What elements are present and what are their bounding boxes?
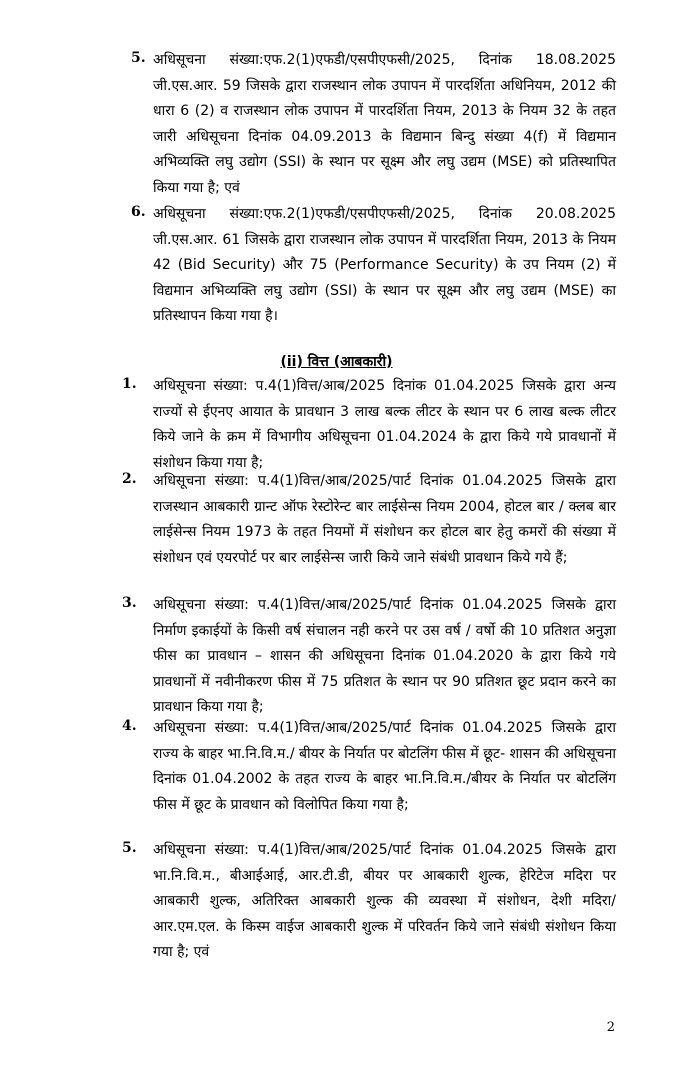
item-number: 5. xyxy=(122,840,137,856)
item-text: अधिसूचना संख्या:एफ.2(1)एफडी/एसपीएफसी/2025, दिनांक 20.08.2025 जी.एस.आर. 61 जिसके द्वारा राजस्थान लोक उपापन में पारदर्शिता नियम, 2013 के नियम 42 (Bid Security) और 75 (Performance Security) के उप नियम (2) में विद्यमान अभिव्यक्ति लघु उद्योग (SSI) के स्थान पर सूक्ष्म और लघु उद्यम (MSE) का प्रतिस्थापन किया गया है। xyxy=(153,206,616,324)
section-heading: (ii) वित्त (आबकारी) xyxy=(280,354,393,370)
item-text: अधिसूचना संख्या: प.4(1)वित्त/आब/2025/पार्ट दिनांक 01.04.2025 जिसके द्वारा भा.नि.वि.म., बीआईआई, आर.टी.डी, बीयर पर आबकारी शुल्क, हेरिटेज मदिरा पर आबकारी शुल्क, अतिरिक्त आबकारी शुल्क की व्यवस्था में संशोधन, देशी मदिरा/आर.एम.एल. के किस्म वाईज आबकारी शुल्क में परिवर्तन किये जाने संबंधी संशोधन किया गया है; एवं xyxy=(153,842,616,960)
item-number: 2. xyxy=(122,471,137,487)
item-text: अधिसूचना संख्या:एफ.2(1)एफडी/एसपीएफसी/2025, दिनांक 18.08.2025 जी.एस.आर. 59 जिसके द्वारा राजस्थान लोक उपापन में पारदर्शिता अधिनियम, 2012 की धारा 6 (2) व राजस्थान लोक उपापन में पारदर्शिता नियम, 2013 के नियम 32 के तहत जारी अधिसूचना दिनांक 04.09.2013 के विद्यमान बिन्दु संख्या 4(f) में विद्यमान अभिव्यक्ति लघु उद्योग (SSI) के स्थान पर सूक्ष्म और लघु उद्यम (MSE) को प्रतिस्थापित किया गया है; एवं xyxy=(153,52,616,196)
item-number: 6. xyxy=(131,204,146,220)
item-number: 3. xyxy=(122,595,137,611)
item-text: अधिसूचना संख्या: प.4(1)वित्त/आब/2025/पार्ट दिनांक 01.04.2025 जिसके द्वारा निर्माण इकाईयों के किसी वर्ष संचालन नही करने पर उस वर्ष / वर्षो की 10 प्रतिशत अनुज्ञा फीस का प्रावधान – शासन की अधिसूचना दिनांक 01.04.2020 के द्वारा किये गये प्रावधानों में नवीनीकरण फीस में 75 प्रतिशत के स्थान पर 90 प्रतिशत छूट प्रदान करने का प्रावधान किया गया है; xyxy=(153,597,616,715)
item-number: 4. xyxy=(122,718,137,734)
item-text: अधिसूचना संख्या: प.4(1)वित्त/आब/2025/पार्ट दिनांक 01.04.2025 जिसके द्वारा राजस्थान आबकारी ग्रान्ट ऑफ रेस्टोरेन्ट बार लाईसेन्स नियम 2004, होटल बार / क्लब बार लाईसेन्स नियम 1973 के तहत नियमों में संशोधन कर होटल बार हेतु कमरों की संख्या में संशोधन एवं एयरपोर्ट पर बार लाईसेन्स जारी किये जाने संबंधी प्रावधान किये गये हैं; xyxy=(153,473,616,566)
item-text: अधिसूचना संख्या: प.4(1)वित्त/आब/2025 दिनांक 01.04.2025 जिसके द्वारा अन्य राज्यों से ईएनए आयात के प्रावधान 3 लाख बल्क लीटर के स्थान पर 6 लाख बल्क लीटर किये जाने के क्रम में विभागीय अधिसूचना 01.04.2024 के द्वारा किये गये प्रावधानों में संशोधन किया गया है; xyxy=(153,378,616,471)
page-number: 2 xyxy=(606,1020,615,1035)
item-number: 5. xyxy=(131,50,146,66)
item-number: 1. xyxy=(122,376,137,392)
item-text: अधिसूचना संख्या: प.4(1)वित्त/आब/2025/पार्ट दिनांक 01.04.2025 जिसके द्वारा राज्य के बाहर भा.नि.वि.म./ बीयर के निर्यात पर बोटलिंग फीस में छूट- शासन की अधिसूचना दिनांक 01.04.2002 के तहत राज्य के बाहर भा.नि.वि.म./बीयर के निर्यात पर बोटलिंग फीस में छूट के प्रावधान को विलोपित किया गया है; xyxy=(153,720,616,813)
